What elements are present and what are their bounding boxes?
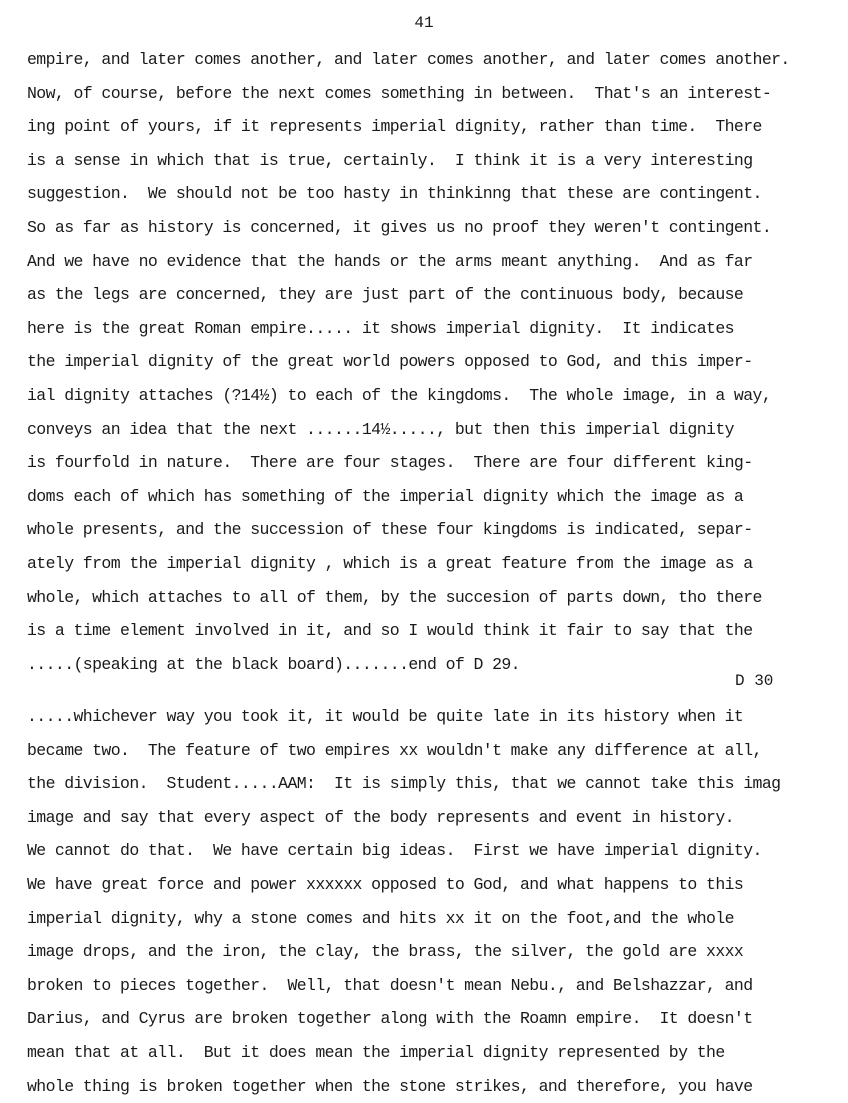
text-line: Darius, and Cyrus are broken together along with the Roamn empire. It doesn't — [27, 1009, 753, 1029]
text-line: So as far as history is concerned, it gives us no proof they weren't contingent. — [27, 217, 772, 237]
text-line: We have great force and power xxxxxx opposed to God, and what happens to this — [27, 874, 744, 894]
text-line: became two. The feature of two empires xx wouldn't make any difference at all, — [27, 740, 762, 760]
text-line: is a time element involved in it, and so I would think it fair to say that the — [27, 621, 753, 641]
text-line: image drops, and the iron, the clay, the brass, the silver, the gold are xxxx — [27, 942, 744, 962]
text-line: the division. Student.....AAM: It is simply this, that we cannot take this imag — [27, 774, 781, 794]
text-line: Now, of course, before the next comes something in between. That's an interest- — [27, 83, 772, 103]
text-line: ately from the imperial dignity , which is a great feature from the image as a — [27, 553, 753, 573]
text-line: image and say that every aspect of the body represents and event in history. — [27, 807, 734, 827]
text-line: whole presents, and the succession of these four kingdoms is indicated, separ- — [27, 520, 753, 540]
text-line: empire, and later comes another, and later comes another, and later comes another. — [27, 50, 790, 69]
text-line: mean that at all. But it does mean the imperial dignity represented by the — [27, 1042, 725, 1062]
text-line: is fourfold in nature. There are four stages. There are four different king- — [27, 453, 753, 473]
text-line: whole, which attaches to all of them, by the succesion of parts down, tho there — [27, 587, 762, 607]
text-line: broken to pieces together. Well, that doesn't mean Nebu., and Belshazzar, and — [27, 975, 753, 995]
text-line: And we have no evidence that the hands or the arms meant anything. And as far — [27, 251, 753, 271]
text-line: .....(speaking at the black board).......end of D 29. — [27, 654, 520, 674]
text-block-d29 — [27, 43, 790, 681]
text-line: the imperial dignity of the great world powers opposed to God, and this imper- — [27, 352, 753, 372]
text-line: imperial dignity, why a stone comes and hits xx it on the foot,and the whole — [27, 908, 734, 928]
section-marker: D 30 — [735, 672, 774, 690]
text-line: ing point of yours, if it represents imperial dignity, rather than time. There — [27, 117, 762, 137]
text-line: .....whichever way you took it, it would be quite late in its history when it — [27, 707, 744, 726]
text-line: ial dignity attaches (?14½) to each of the kingdoms. The whole image, in a way, — [27, 385, 772, 405]
text-line: is a sense in which that is true, certainly. I think it is a very interesting — [27, 150, 753, 170]
text-line: suggestion. We should not be too hasty in thinkinng that these are contingent. — [27, 184, 762, 204]
text-line: conveys an idea that the next ......14½....., but then this imperial dignity — [27, 419, 734, 439]
text-line: We cannot do that. We have certain big ideas. First we have imperial dignity. — [27, 841, 762, 861]
text-line: whole thing is broken together when the stone strikes, and therefore, you have — [27, 1076, 753, 1096]
text-line: as the legs are concerned, they are just part of the continuous body, because — [27, 285, 744, 305]
text-block-d30 — [27, 700, 780, 1103]
page-number: 41 — [414, 14, 434, 32]
text-line: doms each of which has something of the imperial dignity which the image as a — [27, 486, 744, 506]
text-line: here is the great Roman empire..... it shows imperial dignity. It indicates — [27, 318, 734, 338]
